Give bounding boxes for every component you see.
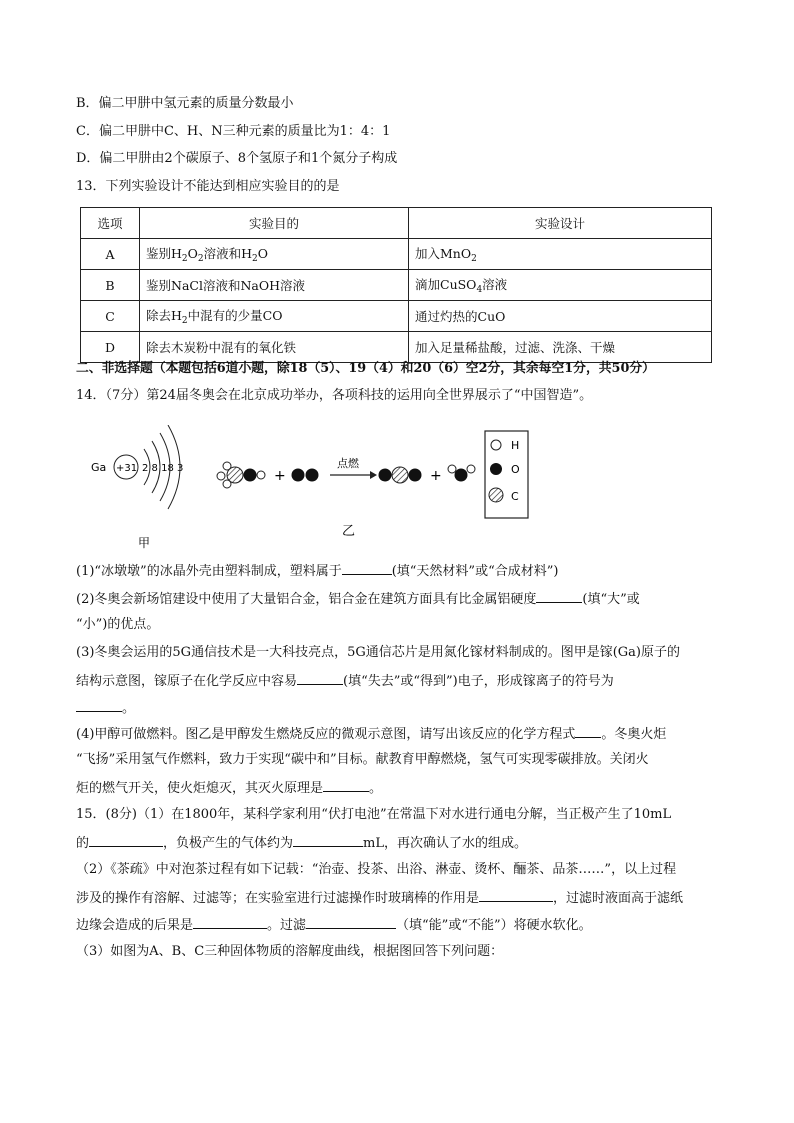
answer-blank[interactable] <box>342 560 392 575</box>
answer-blank[interactable] <box>297 670 343 685</box>
ga-label: Ga <box>91 461 107 474</box>
answer-blank[interactable] <box>575 723 601 738</box>
answer-blank[interactable] <box>76 697 122 712</box>
h-atom <box>467 465 475 473</box>
o-atom <box>244 469 257 482</box>
o-atom <box>306 469 319 482</box>
row-option: A <box>81 239 140 270</box>
q15-line-5: 边缘会造成的后果是 。过滤 （填“能”或“不能”）将硬水软化。 <box>76 914 592 936</box>
row-option: D <box>81 332 140 363</box>
q14-part-4: (4)甲醇可做燃料。图乙是甲醇发生燃烧反应的微观示意图，请写出该反应的化学方程式 。冬奥火炬 <box>76 723 666 745</box>
plus-sign: + <box>274 468 286 484</box>
row-purpose: 除去木炭粉中混有的氧化铁 <box>140 332 409 363</box>
header-design: 实验设计 <box>409 208 712 239</box>
q14-part-3-cont: 结构示意图，镓原子在化学反应中容易 (填“失去”或“得到”)电子，形成镓离子的符号为 <box>76 670 614 692</box>
row-purpose: 鉴别$H_2O_2$溶液和$H_2O$ <box>140 239 409 270</box>
legend-h-label: H <box>511 439 520 452</box>
option-d: D．偏二甲肼由2个碳原子、8个氢原子和1个氮分子构成 <box>76 151 398 166</box>
answer-blank[interactable] <box>89 832 163 847</box>
q15-line-1: 15．(8分)（1）在1800年，某科学家利用“伏打电池”在常温下对水进行通电分解，当正极产生了10mL <box>76 807 672 822</box>
row-purpose: 除去$H_2$中混有的少量CO <box>140 301 409 332</box>
q14-part-4-cont: “飞扬”采用氢气作燃料，致力于实现“碳中和”目标。献教育甲醇燃烧，氢气可实现零碳排放。关闭火 <box>76 752 649 767</box>
answer-blank[interactable] <box>306 914 396 929</box>
c-atom <box>227 467 243 483</box>
table-row <box>81 332 712 363</box>
q15-line-3: （2）《茶疏》中对泡茶过程有如下记载：“治壶、投茶、出浴、淋壶、烫杯、酾茶、品茶……”，以上过程 <box>76 862 677 877</box>
q15-line-2: 的 ，负极产生的气体约为 mL，再次确认了水的组成。 <box>76 832 527 854</box>
row-design: 加入MnO$_2$ <box>409 239 712 270</box>
q15-line-6: （3）如图为A、B、C三种固体物质的溶解度曲线，根据图回答下列问题： <box>76 944 504 959</box>
q14-part-3: (3)冬奥会运用的5G通信技术是一大科技亮点，5G通信芯片是用氮化镓材料制成的。图甲是镓(Ga)原子的 <box>76 645 681 660</box>
h-atom <box>217 472 225 480</box>
row-option: B <box>81 270 140 301</box>
header-option: 选项 <box>81 208 140 239</box>
electron-shells: 2 8 18 3 <box>142 463 184 474</box>
plus-sign: + <box>430 468 442 484</box>
table-row <box>81 270 712 301</box>
row-option: C <box>81 301 140 332</box>
atom-legend <box>485 431 528 518</box>
methanol-reaction-diagram <box>217 456 475 539</box>
q14-figure <box>80 425 530 550</box>
option-c: C．偏二甲肼中C、H、N三种元素的质量比为1：4：1 <box>76 124 391 139</box>
q14-part-2-cont: “小”)的优点。 <box>76 617 160 632</box>
legend-h-symbol <box>491 440 501 450</box>
o-atom <box>409 469 422 482</box>
answer-blank[interactable] <box>536 588 582 603</box>
h-atom <box>257 471 265 479</box>
q14-part-3-end: 。 <box>76 697 135 719</box>
o-atom <box>455 469 468 482</box>
answer-blank[interactable] <box>479 887 553 902</box>
table-row <box>81 301 712 332</box>
question-13-stem: 13．下列实验设计不能达到相应实验目的的是 <box>76 179 340 194</box>
answer-blank[interactable] <box>193 914 267 929</box>
row-design: 通过灼热的CuO <box>409 301 712 332</box>
table-row <box>81 239 712 270</box>
row-design: 加入足量稀盐酸，过滤、洗涤、干燥 <box>409 332 712 363</box>
table-header-row <box>81 208 712 239</box>
question-14-stem: 14．（7分）第24届冬奥会在北京成功举办，各项科技的运用向全世界展示了“中国智造”。 <box>76 388 593 403</box>
h-atom <box>448 465 456 473</box>
q15-line-4: 涉及的操作有溶解、过滤等；在实验室进行过滤操作时玻璃棒的作用是 ，过滤时液面高于滤纸 <box>76 887 683 909</box>
answer-blank[interactable] <box>293 832 363 847</box>
arrow-head <box>370 471 377 479</box>
legend-c-symbol <box>489 488 503 502</box>
legend-o-label: O <box>511 463 520 476</box>
legend-c-label: C <box>511 490 519 503</box>
section-2-heading: 二、非选择题（本题包括6道小题，除18（5）、19（4）和20（6）空2分，其余每空1分，共50分） <box>76 361 655 376</box>
nucleus-charge: +31 <box>116 463 138 474</box>
q14-part-2: (2)冬奥会新场馆建设中使用了大量铝合金，铝合金在建筑方面具有比金属铝硬度 (填“大”或 <box>76 588 640 610</box>
label-jia: 甲 <box>138 536 151 550</box>
row-design: 滴加CuSO$_4$溶液 <box>409 270 712 301</box>
c-atom <box>392 467 408 483</box>
answer-blank[interactable] <box>323 777 369 792</box>
gallium-atom-diagram <box>91 425 183 550</box>
experiment-table <box>80 207 712 363</box>
label-yi: 乙 <box>342 524 356 539</box>
option-b: B．偏二甲肼中氢元素的质量分数最小 <box>76 96 294 111</box>
legend-o-symbol <box>490 463 502 475</box>
o-atom <box>292 469 305 482</box>
q14-part-1: (1)“冰墩墩”的冰晶外壳由塑料制成，塑料属于 (填“天然材料”或“合成材料”) <box>76 560 558 582</box>
o-atom <box>379 469 392 482</box>
header-purpose: 实验目的 <box>140 208 409 239</box>
row-purpose: 鉴别NaCl溶液和NaOH溶液 <box>140 270 409 301</box>
q14-part-4-end: 炬的燃气开关，使火炬熄灭，其灭火原理是 。 <box>76 777 382 799</box>
arrow-label: 点燃 <box>337 457 359 470</box>
